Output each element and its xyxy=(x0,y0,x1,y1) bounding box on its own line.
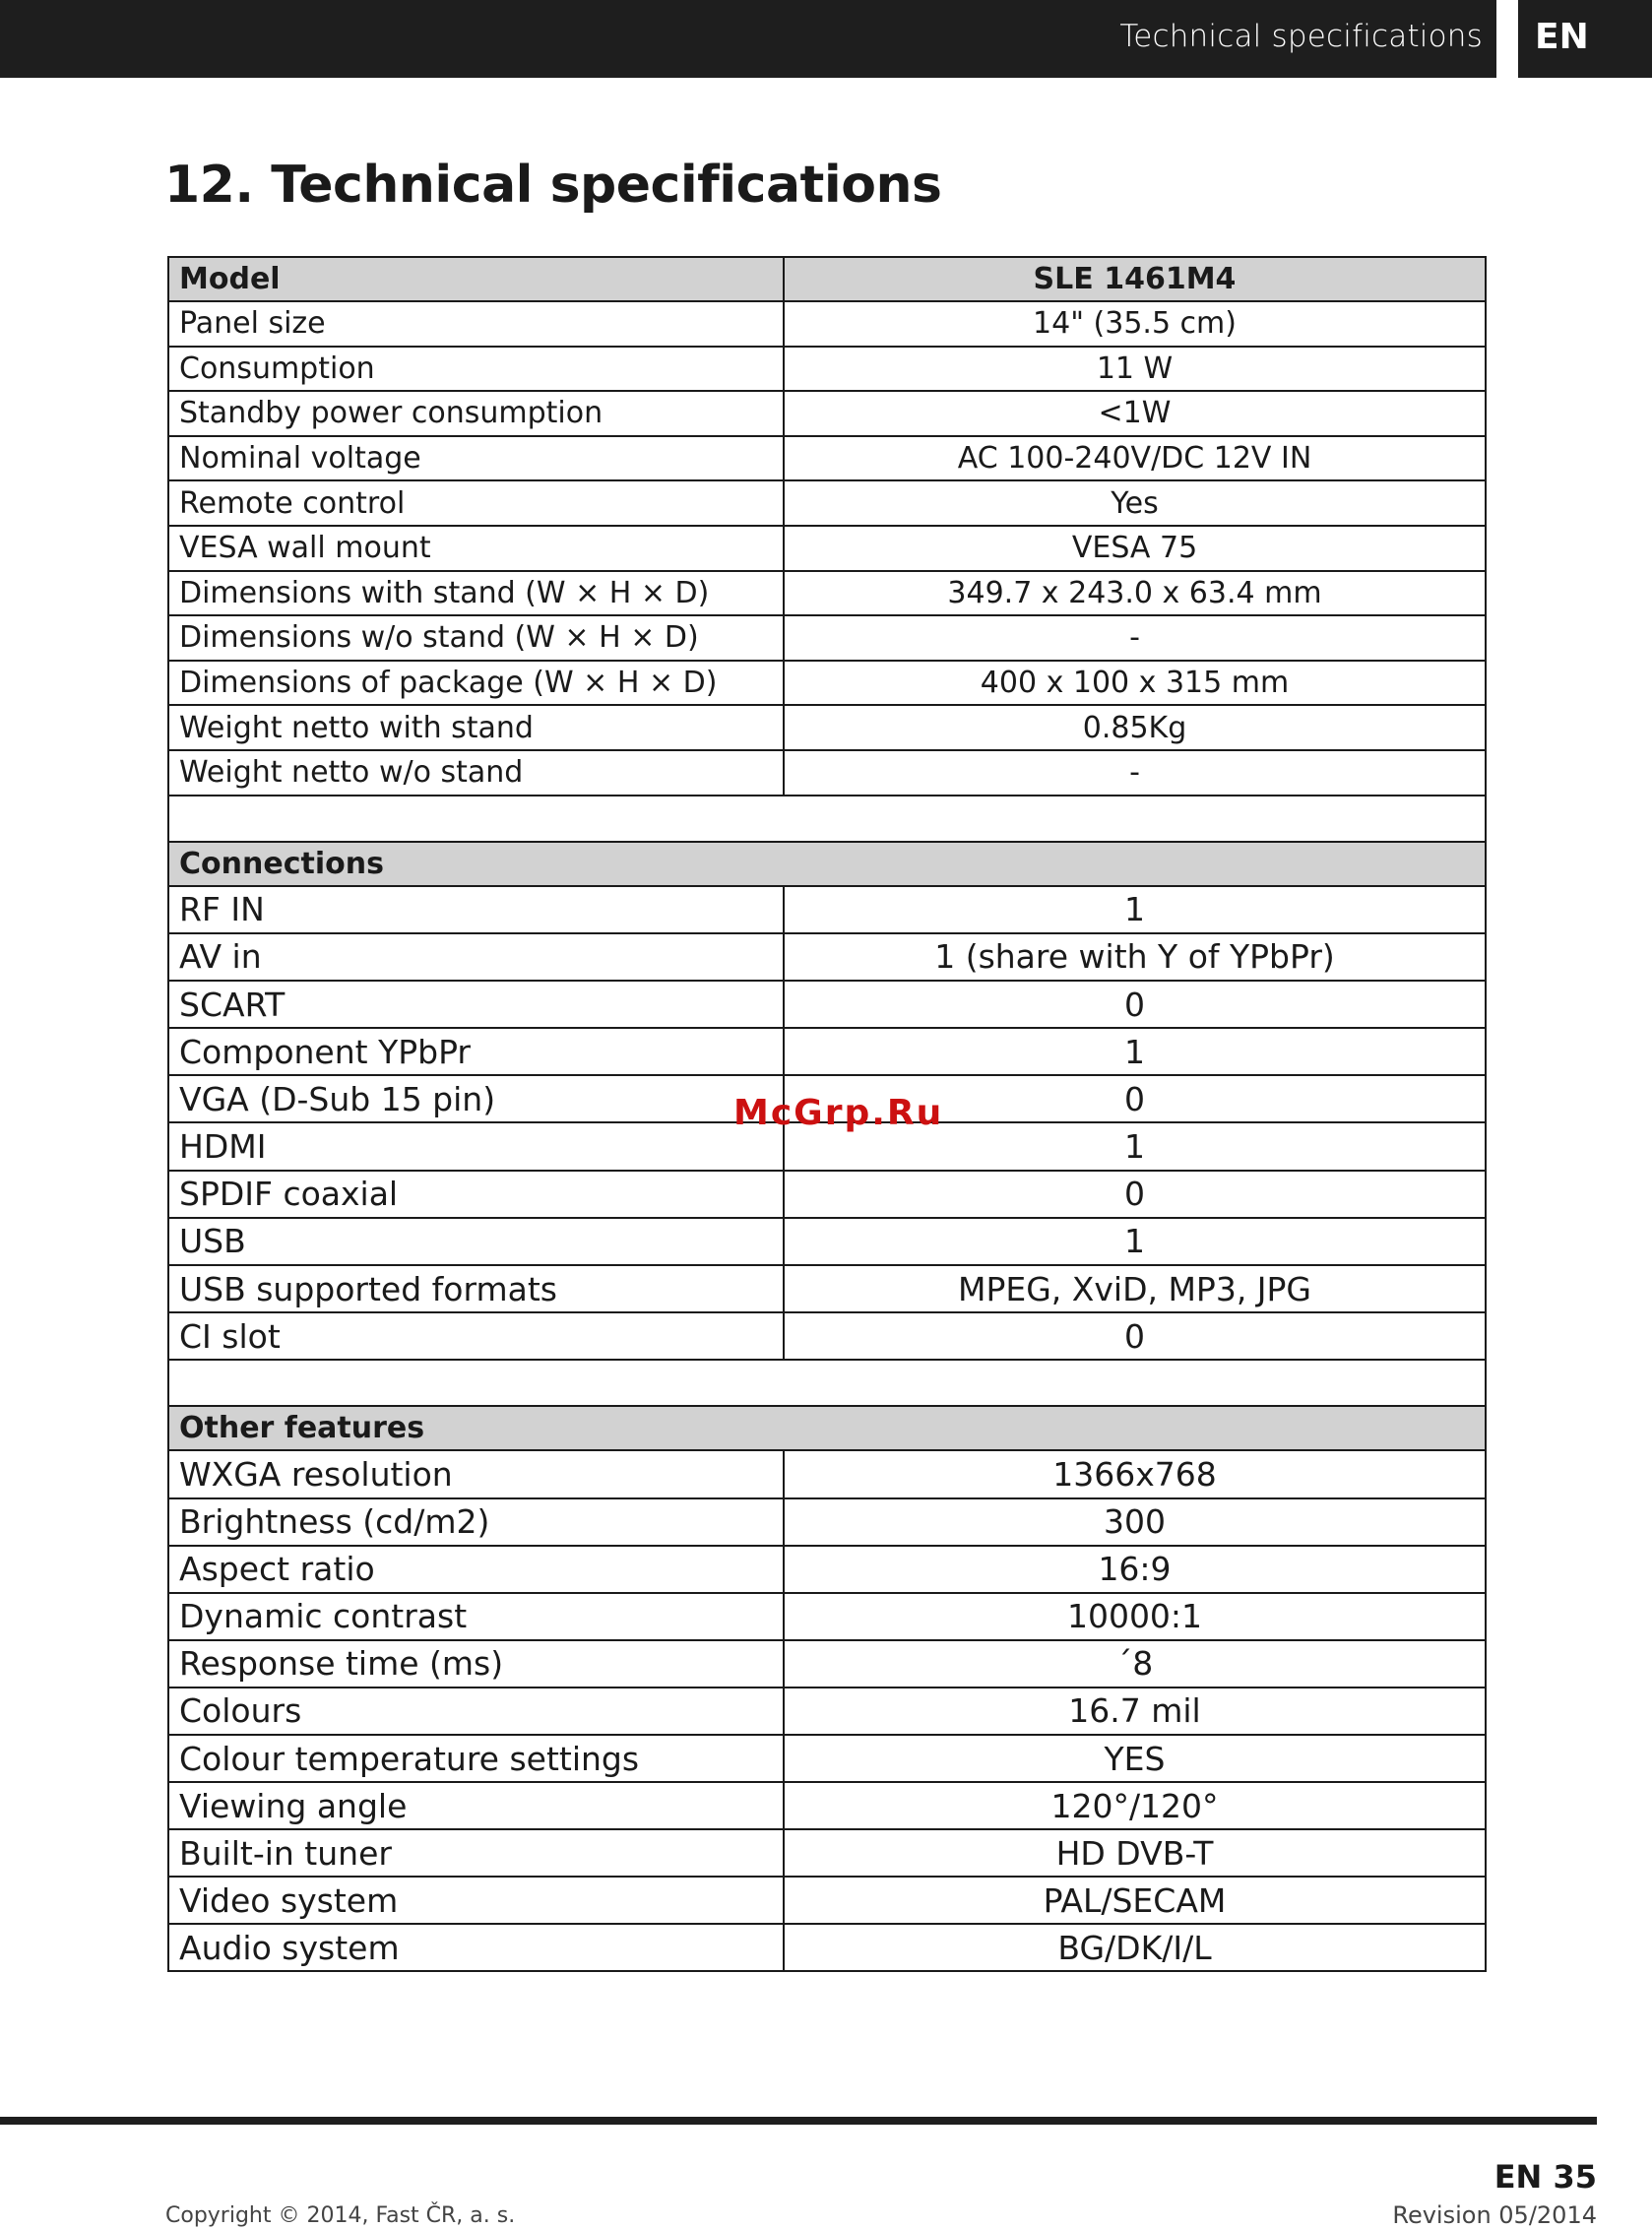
spec-label: Weight netto with stand xyxy=(168,705,784,750)
spec-value: 1 (share with Y of YPbPr) xyxy=(784,933,1486,981)
table-row xyxy=(168,526,1486,571)
table-header-row xyxy=(168,257,1486,301)
spec-value: 120°/120° xyxy=(784,1782,1486,1829)
table-row xyxy=(168,981,1486,1028)
model-label: Model xyxy=(168,257,784,301)
table-row xyxy=(168,301,1486,347)
spec-label: Response time (ms) xyxy=(168,1640,784,1688)
table-row xyxy=(168,933,1486,981)
table-row xyxy=(168,1546,1486,1593)
table-row xyxy=(168,1782,1486,1829)
spec-label: USB xyxy=(168,1218,784,1265)
spec-label: RF IN xyxy=(168,886,784,933)
spec-value: 1 xyxy=(784,1218,1486,1265)
spec-label: Video system xyxy=(168,1877,784,1924)
table-row xyxy=(168,571,1486,616)
spec-value: 1 xyxy=(784,886,1486,933)
spec-label: Nominal voltage xyxy=(168,436,784,481)
copyright-text: Copyright © 2014, Fast ČR, a. s. xyxy=(165,2203,516,2228)
spec-value: 1 xyxy=(784,1122,1486,1170)
table-row xyxy=(168,1593,1486,1640)
table-row xyxy=(168,1498,1486,1546)
table-row xyxy=(168,661,1486,706)
section-header-connections xyxy=(168,842,1486,886)
spec-label: SCART xyxy=(168,981,784,1028)
spec-value: 11 W xyxy=(784,347,1486,392)
watermark-text: McGrp.Ru xyxy=(733,1093,944,1133)
table-row xyxy=(168,750,1486,796)
section-header-other-features xyxy=(168,1406,1486,1450)
table-row xyxy=(168,1028,1486,1075)
table-row xyxy=(168,1312,1486,1360)
spec-label: Audio system xyxy=(168,1924,784,1971)
spec-label: VGA (D-Sub 15 pin) xyxy=(168,1075,784,1122)
spec-label: Panel size xyxy=(168,301,784,347)
spec-value: 0 xyxy=(784,1312,1486,1360)
table-row xyxy=(168,1829,1486,1877)
table-row xyxy=(168,615,1486,661)
table-row xyxy=(168,1924,1486,1971)
table-row xyxy=(168,1640,1486,1688)
spec-value: 0.85Kg xyxy=(784,705,1486,750)
spec-label: Dimensions with stand (W × H × D) xyxy=(168,571,784,616)
table-row xyxy=(168,391,1486,436)
spec-label: Colours xyxy=(168,1688,784,1735)
table-row xyxy=(168,1735,1486,1782)
connections-heading: Connections xyxy=(168,842,1486,886)
spec-value: ´8 xyxy=(784,1640,1486,1688)
spec-label: Dimensions w/o stand (W × H × D) xyxy=(168,615,784,661)
spec-value: MPEG, XviD, MP3, JPG xyxy=(784,1265,1486,1312)
spec-label: Viewing angle xyxy=(168,1782,784,1829)
spec-label: Remote control xyxy=(168,480,784,526)
spec-label: WXGA resolution xyxy=(168,1450,784,1497)
table-row xyxy=(168,1877,1486,1924)
section-title: Technical specifications xyxy=(1119,19,1483,54)
table-row xyxy=(168,480,1486,526)
spec-value: 1366x768 xyxy=(784,1450,1486,1497)
other-features-heading: Other features xyxy=(168,1406,1486,1450)
spec-label: Standby power consumption xyxy=(168,391,784,436)
spec-value: PAL/SECAM xyxy=(784,1877,1486,1924)
spec-label: SPDIF coaxial xyxy=(168,1171,784,1218)
spec-value: Yes xyxy=(784,480,1486,526)
spec-value: AC 100-240V/DC 12V IN xyxy=(784,436,1486,481)
spec-value: <1W xyxy=(784,391,1486,436)
table-row xyxy=(168,705,1486,750)
spec-value: 16:9 xyxy=(784,1546,1486,1593)
spec-label: AV in xyxy=(168,933,784,981)
spec-label: Aspect ratio xyxy=(168,1546,784,1593)
spec-label: Colour temperature settings xyxy=(168,1735,784,1782)
table-row xyxy=(168,1218,1486,1265)
spec-label: HDMI xyxy=(168,1122,784,1170)
spec-label: Consumption xyxy=(168,347,784,392)
spec-value: VESA 75 xyxy=(784,526,1486,571)
language-label: EN xyxy=(1535,17,1589,57)
spec-value: 0 xyxy=(784,981,1486,1028)
model-value: SLE 1461M4 xyxy=(784,257,1486,301)
spec-label: Dimensions of package (W × H × D) xyxy=(168,661,784,706)
spec-value: 14" (35.5 cm) xyxy=(784,301,1486,347)
spacer-row xyxy=(168,1360,1486,1406)
footer-divider xyxy=(0,2117,1597,2125)
spec-value: 400 x 100 x 315 mm xyxy=(784,661,1486,706)
table-row xyxy=(168,1688,1486,1735)
spacer-cell xyxy=(168,1360,1486,1406)
spec-label: CI slot xyxy=(168,1312,784,1360)
spec-value: 16.7 mil xyxy=(784,1688,1486,1735)
table-row xyxy=(168,1450,1486,1497)
spacer-row xyxy=(168,796,1486,842)
spec-label: Dynamic contrast xyxy=(168,1593,784,1640)
spec-label: Built-in tuner xyxy=(168,1829,784,1877)
revision-text: Revision 05/2014 xyxy=(1392,2201,1597,2229)
table-row xyxy=(168,1171,1486,1218)
spec-label: Weight netto w/o stand xyxy=(168,750,784,796)
spec-value: - xyxy=(784,750,1486,796)
table-row xyxy=(168,1265,1486,1312)
spec-value: HD DVB-T xyxy=(784,1829,1486,1877)
spec-value: 349.7 x 243.0 x 63.4 mm xyxy=(784,571,1486,616)
header-bar xyxy=(0,0,1496,78)
spec-label: USB supported formats xyxy=(168,1265,784,1312)
spec-label: Brightness (cd/m2) xyxy=(168,1498,784,1546)
spec-value: 0 xyxy=(784,1075,1486,1122)
table-row xyxy=(168,347,1486,392)
language-badge xyxy=(1518,0,1652,78)
spacer-cell xyxy=(168,796,1486,842)
spec-value: 1 xyxy=(784,1028,1486,1075)
spec-value: YES xyxy=(784,1735,1486,1782)
page-number: EN 35 xyxy=(1493,2158,1597,2196)
spec-value: 10000:1 xyxy=(784,1593,1486,1640)
spec-label: VESA wall mount xyxy=(168,526,784,571)
spec-value: 0 xyxy=(784,1171,1486,1218)
spec-value: BG/DK/I/L xyxy=(784,1924,1486,1971)
spec-label: Component YPbPr xyxy=(168,1028,784,1075)
spec-value: 300 xyxy=(784,1498,1486,1546)
table-row xyxy=(168,886,1486,933)
spec-value: - xyxy=(784,615,1486,661)
table-row xyxy=(168,436,1486,481)
page-title: 12. Technical specifications xyxy=(164,156,942,215)
